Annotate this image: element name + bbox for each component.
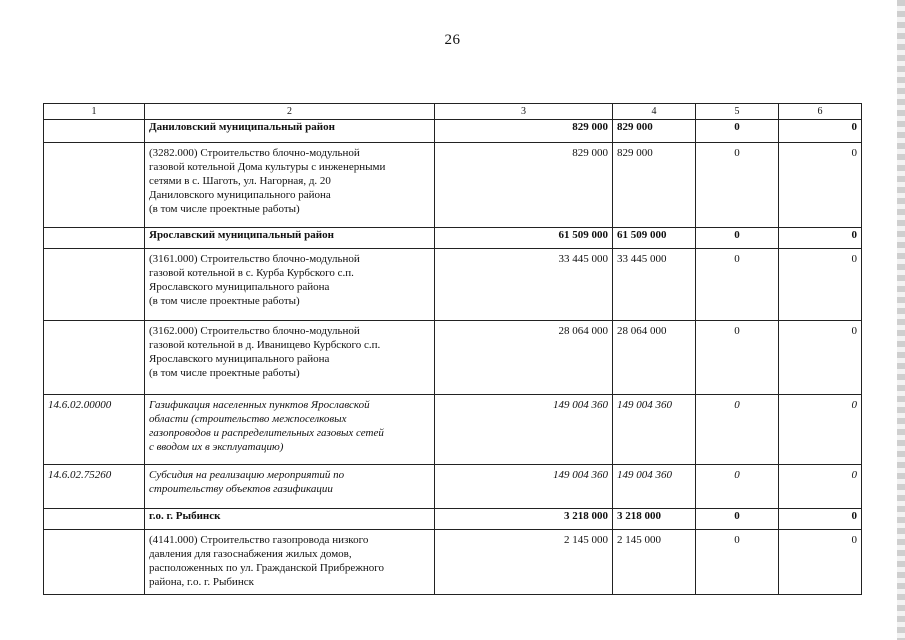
table-row <box>44 228 862 249</box>
table-row <box>44 120 862 143</box>
table-row <box>44 321 862 395</box>
name-cell: Даниловский муниципальный район <box>145 120 435 143</box>
value-col6-cell: 0 <box>779 395 862 465</box>
value-col6-cell: 0 <box>779 228 862 249</box>
name-cell: (4141.000) Строительство газопровода низкого давления для газоснабжения жилых домов, расположенных по ул. Гражданской Прибрежного района, г.о. г. Рыбинск <box>145 530 435 595</box>
value-col6-cell: 0 <box>779 143 862 228</box>
code-cell <box>44 249 145 321</box>
value-col3-cell: 33 445 000 <box>435 249 613 321</box>
table-row <box>44 465 862 509</box>
table-row <box>44 509 862 530</box>
value-col3-cell: 149 004 360 <box>435 395 613 465</box>
budget-table <box>43 103 862 595</box>
value-col5-cell: 0 <box>696 120 779 143</box>
value-col5-cell: 0 <box>696 249 779 321</box>
value-col3-cell: 149 004 360 <box>435 465 613 509</box>
value-col4-cell: 3 218 000 <box>613 509 696 530</box>
value-col5-cell: 0 <box>696 530 779 595</box>
table-row <box>44 249 862 321</box>
name-cell: Субсидия на реализацию мероприятий по строительству объектов газификации <box>145 465 435 509</box>
table-header-row <box>44 104 862 120</box>
name-cell: Газификация населенных пунктов Ярославской области (строительство межпоселковых газопроводов и распределительных газовых сетей с вводом их в эксплуатацию) <box>145 395 435 465</box>
value-col4-cell: 2 145 000 <box>613 530 696 595</box>
code-cell <box>44 143 145 228</box>
value-col6-cell: 0 <box>779 249 862 321</box>
table-row <box>44 143 862 228</box>
header-cell: 6 <box>779 104 862 120</box>
header-cell: 3 <box>435 104 613 120</box>
header-cell: 5 <box>696 104 779 120</box>
value-col5-cell: 0 <box>696 143 779 228</box>
table-row <box>44 530 862 595</box>
header-cell: 4 <box>613 104 696 120</box>
value-col4-cell: 28 064 000 <box>613 321 696 395</box>
header-cell: 2 <box>145 104 435 120</box>
value-col5-cell: 0 <box>696 228 779 249</box>
code-cell <box>44 509 145 530</box>
name-cell: (3161.000) Строительство блочно-модульной газовой котельной в с. Курба Курбского с.п. Ярославского муниципального района (в том числе проектные работы) <box>145 249 435 321</box>
value-col3-cell: 829 000 <box>435 120 613 143</box>
code-cell: 14.6.02.00000 <box>44 395 145 465</box>
value-col6-cell: 0 <box>779 465 862 509</box>
value-col4-cell: 829 000 <box>613 120 696 143</box>
code-cell <box>44 321 145 395</box>
value-col5-cell: 0 <box>696 321 779 395</box>
value-col6-cell: 0 <box>779 509 862 530</box>
name-cell: (3282.000) Строительство блочно-модульной газовой котельной Дома культуры с инженерными сетями в с. Шаготь, ул. Нагорная, д. 20 Даниловского муниципального района (в том числе проектные работы) <box>145 143 435 228</box>
page-number: 26 <box>444 32 461 48</box>
table-row <box>44 395 862 465</box>
value-col4-cell: 829 000 <box>613 143 696 228</box>
value-col3-cell: 61 509 000 <box>435 228 613 249</box>
header-cell: 1 <box>44 104 145 120</box>
name-cell: г.о. г. Рыбинск <box>145 509 435 530</box>
value-col3-cell: 3 218 000 <box>435 509 613 530</box>
value-col4-cell: 149 004 360 <box>613 395 696 465</box>
name-cell: (3162.000) Строительство блочно-модульной газовой котельной в д. Иванищево Курбского с.п. Ярославского муниципального района (в том числе проектные работы) <box>145 321 435 395</box>
value-col6-cell: 0 <box>779 120 862 143</box>
value-col6-cell: 0 <box>779 530 862 595</box>
value-col4-cell: 61 509 000 <box>613 228 696 249</box>
value-col3-cell: 28 064 000 <box>435 321 613 395</box>
value-col5-cell: 0 <box>696 465 779 509</box>
code-cell <box>44 120 145 143</box>
code-cell: 14.6.02.75260 <box>44 465 145 509</box>
value-col3-cell: 829 000 <box>435 143 613 228</box>
value-col5-cell: 0 <box>696 395 779 465</box>
value-col3-cell: 2 145 000 <box>435 530 613 595</box>
value-col5-cell: 0 <box>696 509 779 530</box>
code-cell <box>44 530 145 595</box>
value-col4-cell: 33 445 000 <box>613 249 696 321</box>
code-cell <box>44 228 145 249</box>
name-cell: Ярославский муниципальный район <box>145 228 435 249</box>
scan-edge-artifact <box>897 0 905 640</box>
value-col4-cell: 149 004 360 <box>613 465 696 509</box>
value-col6-cell: 0 <box>779 321 862 395</box>
